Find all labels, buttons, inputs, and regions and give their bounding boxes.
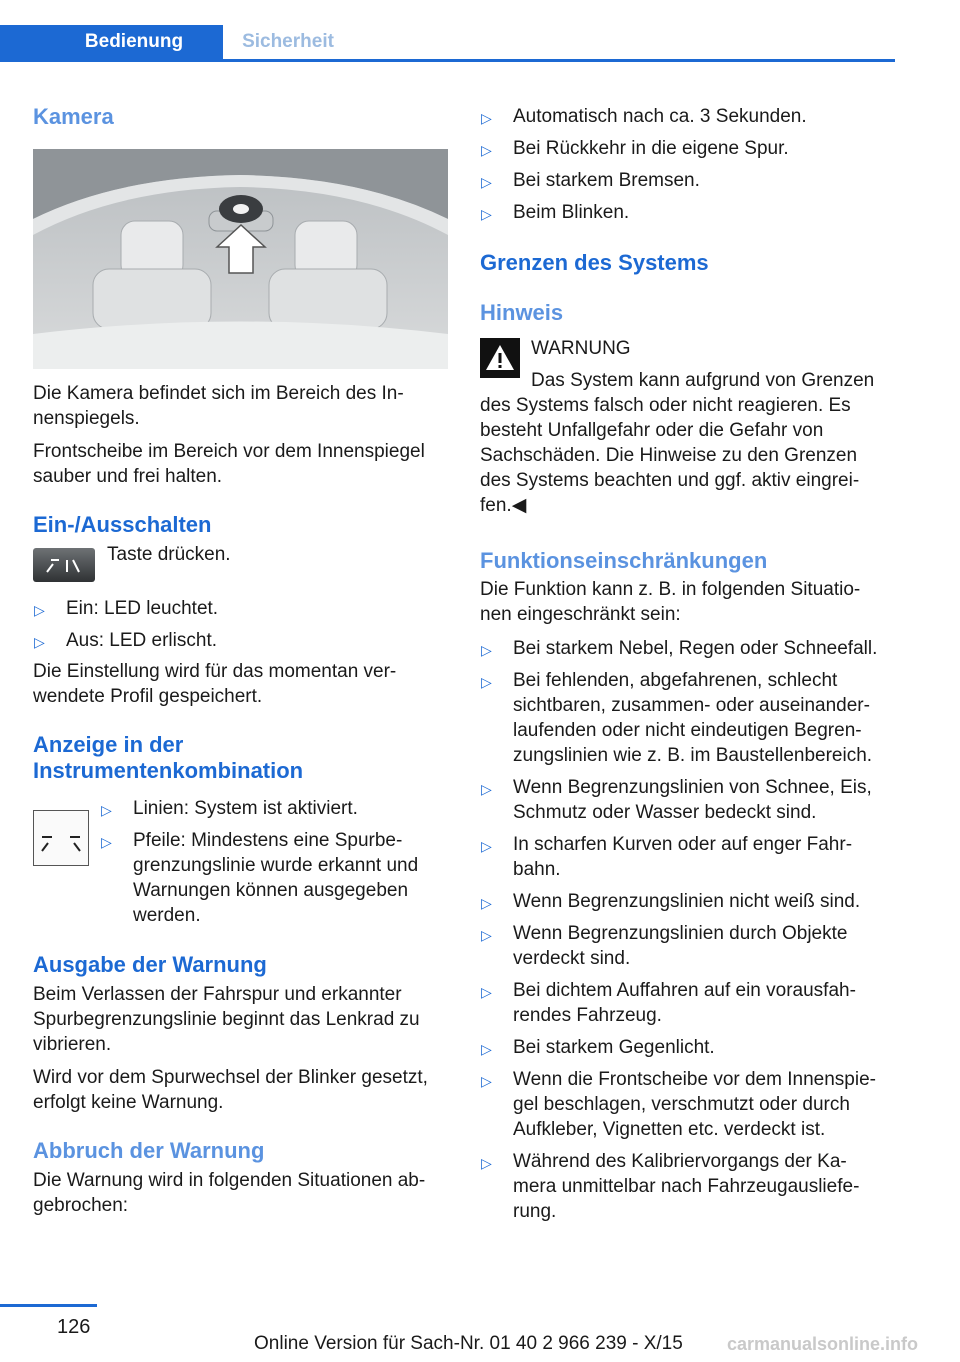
warning-output-text-2: Wird vor dem Spurwechsel der Blinker gesetzt, erfolgt keine Warnung. [33, 1067, 428, 1113]
list-item: ▷ Linien: System ist aktiviert. [100, 796, 445, 821]
tab-bedienung[interactable]: Bedienung [0, 25, 223, 59]
heading-anzeige: Anzeige in der Instrumentenkombination [33, 732, 304, 783]
heading-ausgabe-warnung: Ausgabe der Warnung [33, 952, 267, 977]
list-item: ▷ Bei dichtem Auffahren auf ein vorausfah- rendes Fahrzeug. [481, 980, 856, 1026]
list-item: ▷ Während des Kalibriervorgangs der Ka- mera unmittelbar nach Fahrzeugausliefe- rung. [481, 1151, 860, 1222]
list-item: ▷ Wenn Begrenzungslinien nicht weiß sind. [480, 889, 900, 914]
triangle-bullet-icon: ▷ [481, 984, 492, 1000]
triangle-bullet-icon: ▷ [481, 838, 492, 854]
list-item: ▷ Bei Rückkehr in die eigene Spur. [480, 136, 900, 161]
list-item: ▷ Bei fehlenden, abgefahrenen, schlecht sichtbaren, zusammen- oder auseinander- laufenden oder nicht eindeutigen Begren- zungslinien wie z. B. im Baustellenbereich. [481, 670, 873, 766]
list-item: ▷ Automatisch nach ca. 3 Sekunden. [480, 104, 900, 129]
triangle-bullet-icon: ▷ [101, 834, 112, 850]
profile-text: Die Einstellung wird für das momentan ver- wendete Profil gespeichert. [33, 661, 397, 707]
triangle-bullet-icon: ▷ [481, 142, 492, 158]
triangle-bullet-icon: ▷ [34, 602, 45, 618]
taste-druecken-text: Taste drücken. [107, 544, 231, 565]
onoff-bullets [33, 596, 448, 653]
abort-bullets [480, 104, 900, 225]
heading-abbruch-warnung: Abbruch der Warnung [33, 1138, 265, 1163]
left-column [33, 100, 448, 1218]
list-item: ▷ Ein: LED leuchtet. [33, 596, 448, 621]
heading-grenzen: Grenzen des Systems [480, 250, 709, 275]
warning-output-text-1: Beim Verlassen der Fahrspur und erkannter Spurbegrenzungslinie beginnt das Lenkrad zu vibrieren. [33, 984, 420, 1055]
triangle-bullet-icon: ▷ [101, 802, 112, 818]
list-item: ▷ Bei starkem Nebel, Regen oder Schneefall. [480, 636, 900, 661]
windshield-illustration [33, 149, 448, 369]
list-item: ▷ Wenn Begrenzungslinien durch Objekte verdeckt sind. [481, 923, 848, 969]
func-intro: Die Funktion kann z. B. in folgenden Situatio- nen eingeschränkt sein: [480, 579, 861, 625]
watermark: carmanualsonline.info [727, 1334, 919, 1354]
display-block [33, 796, 448, 946]
lane-departure-button-icon [33, 548, 95, 582]
kamera-text-2: Frontscheibe im Bereich vor dem Innenspiegel sauber und frei halten. [33, 441, 425, 487]
footer-accent-line [0, 1304, 97, 1307]
camera-location-image [33, 149, 448, 369]
list-item: ▷ Wenn Begrenzungslinien von Schnee, Eis, Schmutz oder Wasser bedeckt sind. [481, 777, 872, 823]
page-number: 126 [57, 1316, 91, 1338]
list-item: ▷ Pfeile: Mindestens eine Spurbe- grenzungslinie wurde erkannt und Warnungen können ausgegeben werden. [101, 830, 419, 926]
triangle-bullet-icon: ▷ [481, 110, 492, 126]
warning-body: des Systems falsch oder nicht reagieren. Es besteht Unfallgefahr oder die Gefahr von Sachschäden. Die Hinweise zu den Grenzen des Systems beachten und ggf. aktiv eingrei- fen.◀ [480, 395, 860, 516]
heading-ein-ausschalten: Ein-/Ausschalten [33, 512, 212, 537]
warning-triangle-icon [480, 338, 520, 378]
right-column [480, 100, 900, 1224]
list-item: ▷ Bei starkem Bremsen. [480, 168, 900, 193]
heading-hinweis: Hinweis [480, 300, 564, 325]
triangle-bullet-icon: ▷ [34, 634, 45, 650]
list-item: ▷ In scharfen Kurven oder auf enger Fahr- bahn. [481, 834, 853, 880]
list-item: ▷ Beim Blinken. [480, 200, 900, 225]
list-item: ▷ Aus: LED erlischt. [33, 628, 448, 653]
triangle-bullet-icon: ▷ [481, 895, 492, 911]
display-bullets [100, 796, 445, 928]
kamera-text-1: Die Kamera befindet sich im Bereich des In- nenspiegels. [33, 383, 404, 429]
tab-sicherheit[interactable]: Sicherheit [242, 31, 334, 52]
heading-funktionseinschraenkungen: Funktionseinschränkungen [480, 548, 768, 573]
triangle-bullet-icon: ▷ [481, 927, 492, 943]
warning-line-1: Das System kann aufgrund von Grenzen [531, 370, 875, 391]
triangle-bullet-icon: ▷ [481, 1073, 492, 1089]
triangle-bullet-icon: ▷ [481, 1155, 492, 1171]
triangle-bullet-icon: ▷ [481, 642, 492, 658]
triangle-bullet-icon: ▷ [481, 1041, 492, 1057]
triangle-bullet-icon: ▷ [481, 674, 492, 690]
abort-text: Die Warnung wird in folgenden Situationen ab- gebrochen: [33, 1170, 426, 1216]
lane-lines-display-icon [33, 810, 89, 866]
triangle-bullet-icon: ▷ [481, 781, 492, 797]
triangle-bullet-icon: ▷ [481, 174, 492, 190]
heading-kamera: Kamera [33, 104, 114, 129]
list-item: ▷ Wenn die Frontscheibe vor dem Innenspie- gel beschlagen, verschmutzt oder durch Aufkleber, Vignetten etc. verdeckt ist. [481, 1069, 876, 1140]
triangle-bullet-icon: ▷ [481, 206, 492, 222]
func-bullets [480, 636, 900, 1224]
warning-title: WARNUNG [531, 338, 631, 359]
button-instruction [33, 542, 448, 582]
footer-note: Online Version für Sach-Nr. 01 40 2 966 239 - X/15 [254, 1333, 683, 1354]
warning-box [480, 336, 900, 518]
section-tab-bar [0, 25, 895, 62]
list-item: ▷ Bei starkem Gegenlicht. [480, 1035, 900, 1060]
